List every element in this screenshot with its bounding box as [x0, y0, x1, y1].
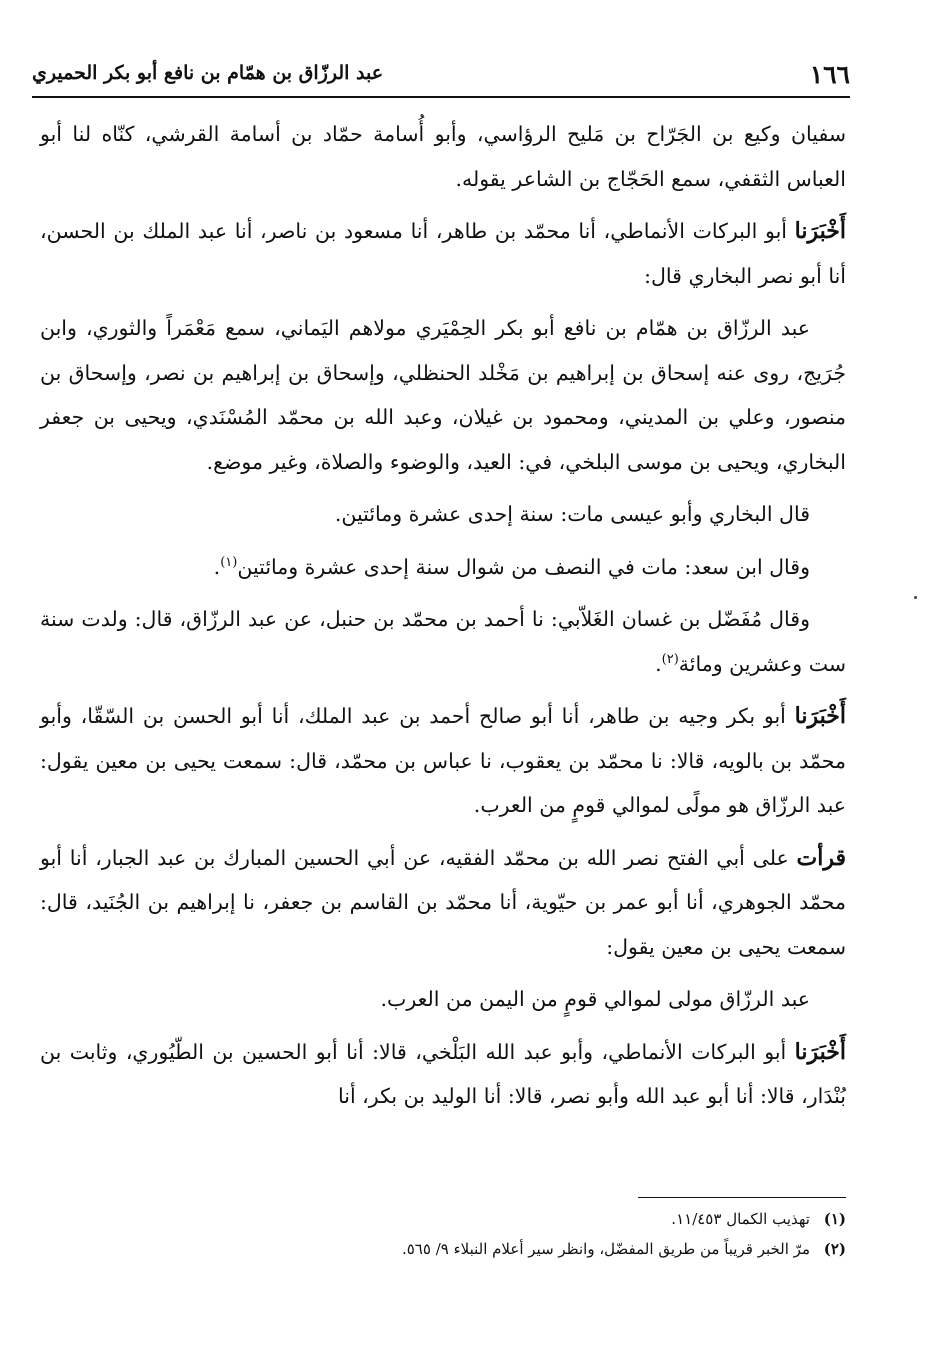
footnote-ref-2[interactable]: (٢) — [661, 651, 679, 667]
footnote-number: (٢) — [823, 1240, 846, 1258]
paragraph-10 — [40, 1030, 846, 1119]
paragraph-8 — [40, 836, 846, 970]
paragraph-lead: أَخْبَرَنا — [794, 703, 846, 729]
paragraph-lead: أَخْبَرَنا — [794, 1038, 846, 1065]
main-text — [40, 112, 846, 1119]
paragraph-2 — [40, 209, 846, 298]
paragraph-9 — [40, 977, 846, 1022]
paragraph-lead: أَخْبَرَنا — [794, 218, 846, 244]
running-title: عبد الرزّاق بن همّام بن نافع أبو بكر الحميري — [32, 62, 384, 84]
paragraph-text: وقال مُفَضّل بن غسان الغَلاّبي: نا أحمد بن محمّد بن حنبل، عن عبد الرزّاق، قال: ولدت سنة ست وعشرين ومائة — [40, 607, 846, 676]
paragraph-text: أبو البركات الأنماطي، أنا محمّد بن طاهر، أنا مسعود بن ناصر، أنا عبد الملك بن الحسن، أنا أبو نصر البخاري قال: — [40, 219, 846, 288]
paragraph-text: أبو البركات الأنماطي، وأبو عبد الله البَلْخي، قالا: أنا أبو الحسين بن الطّيُوري، وثابت بن بُنْدَار، قالا: أنا أبو عبد الله وأبو نصر، قالا: أنا الوليد بن بكر، أنا — [40, 1039, 846, 1108]
page-number: ١٦٦ — [809, 60, 850, 89]
footnote-1 — [40, 1204, 846, 1234]
paragraph-4 — [40, 492, 846, 537]
footnote-ref-1[interactable]: (١) — [220, 554, 238, 570]
paragraph-text: على أبي الفتح نصر الله بن محمّد الفقيه، عن أبي الحسين المبارك بن عبد الجبار، أنا أبو محمّد الجوهري، أنا أبو عمر بن حيّوية، أنا محمّد بن القاسم بن جعفر، نا إبراهيم بن الجُنَيد، قال: سمعت يحيى بن معين يقول: — [40, 845, 846, 959]
paragraph-1 — [40, 112, 846, 201]
paragraph-lead: قرأت — [796, 844, 846, 871]
paragraph-5: وقال ابن سعد: مات في النصف من شوال سنة إحدى عشرة ومائتين$^{(١)}$. — [213, 554, 810, 579]
paragraph-3 — [40, 306, 846, 484]
footnote-divider — [638, 1197, 846, 1198]
footnote-text: مرّ الخبر قريباً من طريق المفضّل، وانظر سير أعلام النبلاء ٩/ ٥٦٥. — [401, 1240, 810, 1258]
paragraph-text: عبد الرزّاق مولى لموالي قومٍ من اليمن من العرب. — [380, 987, 810, 1011]
paragraph-6: وقال مُفَضّل بن غسان الغَلاّبي: نا أحمد بن محمّد بن حنبل، عن عبد الرزّاق، قال: ولدت سنة ست وعشرين ومائة$^{(٢)}$. — [40, 607, 846, 676]
footnotes — [40, 1204, 846, 1264]
footnote-2 — [40, 1234, 846, 1264]
paragraph-text: أبو بكر وجيه بن طاهر، أنا أبو صالح أحمد بن عبد الملك، أنا أبو الحسن بن السّقّا، وأبو محمّد بن بالويه، قالا: نا محمّد بن يعقوب، نا عباس بن محمّد، قال: سمعت يحيى بن معين يقول: عبد الرزّاق هو مولًى لموالي قومٍ من العرب. — [40, 704, 846, 817]
paragraph-text: سفيان وكيع بن الجَرّاح بن مَليح الرؤاسي، وأبو أُسامة حمّاد بن أسامة القرشي، كنّاه لنا أبو العباس الثقفي، سمع الحَجّاج بن الشاعر يقوله. — [40, 122, 846, 191]
paragraph-7 — [40, 694, 846, 828]
paragraph-text: عبد الرزّاق بن همّام بن نافع أبو بكر الحِمْيَري مولاهم اليَماني، سمع مَعْمَراً والثوري، وابن جُرَيج، روى عنه إسحاق بن إبراهيم بن مَخْلد الحنظلي، وإسحاق بن إبراهيم بن نصر، وإسحاق بن منصور، وعلي بن المديني، ومحمود بن غيلان، وعبد الله بن محمّد المُسْنَدي، ويحيى بن جعفر البخاري، ويحيى بن موسى البلخي، في: العيد، والوضوء والصلاة، وغير موضع. — [40, 316, 846, 474]
paragraph-text: قال البخاري وأبو عيسى مات: سنة إحدى عشرة ومائتين. — [334, 502, 810, 526]
footnote-number: (١) — [823, 1210, 846, 1228]
page-header — [32, 58, 850, 98]
paragraph-text: وقال ابن سعد: مات في النصف من شوال سنة إحدى عشرة ومائتين — [237, 554, 810, 579]
footnote-text: تهذيب الكمال ١١/٤٥٣. — [671, 1210, 810, 1228]
margin-mark — [914, 596, 917, 599]
